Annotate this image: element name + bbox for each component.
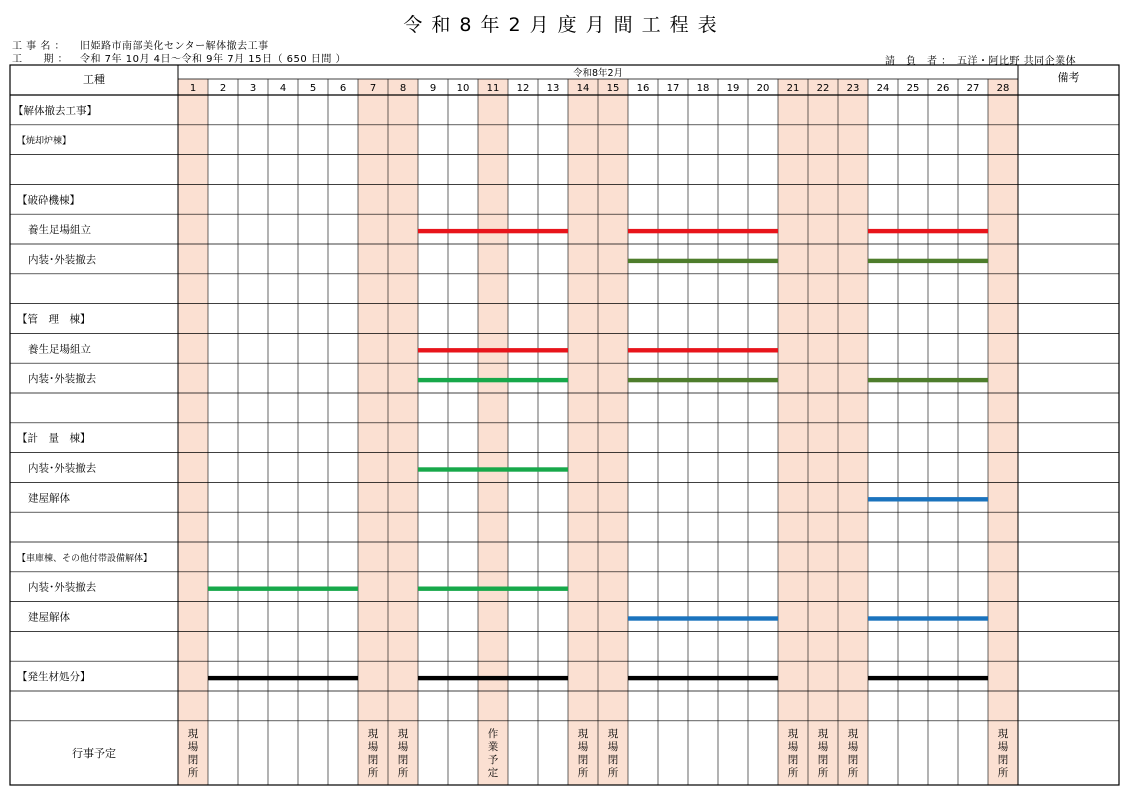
day-number: 12 bbox=[516, 83, 530, 94]
schedule-bar bbox=[208, 676, 358, 680]
schedule-bar bbox=[628, 616, 778, 620]
event-text: 所 bbox=[997, 766, 1009, 779]
event-text: 場 bbox=[187, 740, 199, 753]
closed-day-column bbox=[598, 79, 628, 785]
schedule-bar bbox=[418, 467, 568, 471]
schedule-bar bbox=[418, 676, 568, 680]
closed-day-column bbox=[778, 79, 808, 785]
row-label: 【焼却炉棟】 bbox=[17, 136, 72, 147]
row-label: 内装･外装撤去 bbox=[28, 462, 97, 475]
day-number: 7 bbox=[369, 83, 377, 94]
day-number: 13 bbox=[546, 83, 560, 94]
day-number: 8 bbox=[399, 83, 407, 94]
event-text: 現 bbox=[997, 727, 1009, 740]
event-text: 場 bbox=[847, 740, 859, 753]
day-number: 3 bbox=[249, 83, 257, 94]
row-label: 内装･外装撤去 bbox=[28, 373, 97, 386]
closed-day-column bbox=[988, 79, 1018, 785]
schedule-bar bbox=[868, 497, 988, 501]
day-number: 24 bbox=[876, 83, 890, 94]
event-text: 場 bbox=[997, 740, 1009, 753]
day-number: 15 bbox=[606, 83, 620, 94]
header-month: 令和8年2月 bbox=[572, 68, 624, 79]
event-text: 所 bbox=[847, 766, 859, 779]
closed-day-column bbox=[358, 79, 388, 785]
event-text: 所 bbox=[367, 766, 379, 779]
event-text: 現 bbox=[187, 727, 199, 740]
header-koushu: 工種 bbox=[83, 73, 105, 86]
schedule-bar bbox=[418, 348, 568, 352]
row-label: 【計 量 棟】 bbox=[17, 432, 91, 445]
period-label: 工 期 ： bbox=[12, 54, 69, 65]
schedule-bar bbox=[418, 378, 568, 382]
row-label: 建屋解体 bbox=[28, 492, 70, 505]
event-text: 場 bbox=[817, 740, 829, 753]
row-label: 【車庫棟、その他付帯設備解体】 bbox=[17, 553, 153, 564]
row-label: 養生足場組立 bbox=[28, 224, 91, 237]
closed-day-column bbox=[388, 79, 418, 785]
day-number: 20 bbox=[756, 83, 770, 94]
event-text: 作 bbox=[487, 727, 499, 740]
event-text: 閉 bbox=[817, 753, 829, 766]
schedule-bar bbox=[628, 378, 778, 382]
schedule-bar bbox=[628, 348, 778, 352]
closed-day-column bbox=[568, 79, 598, 785]
row-label: 【解体撤去工事】 bbox=[13, 104, 97, 117]
day-number: 19 bbox=[726, 83, 740, 94]
schedule-bar bbox=[628, 259, 778, 263]
contractor-value: 五洋・阿比野 共同企業体 bbox=[957, 56, 1077, 67]
page-title: 令和8年2月度月間工程表 bbox=[403, 14, 726, 36]
event-text: 閉 bbox=[187, 753, 199, 766]
row-label: 【管 理 棟】 bbox=[17, 313, 91, 326]
event-text: 業 bbox=[487, 740, 499, 753]
event-text: 場 bbox=[787, 740, 799, 753]
event-text: 所 bbox=[187, 766, 199, 779]
event-text: 所 bbox=[577, 766, 589, 779]
project-name: 旧姫路市南部美化センター解体撤去工事 bbox=[80, 41, 269, 52]
schedule-bar bbox=[418, 587, 568, 591]
day-number: 27 bbox=[966, 83, 980, 94]
event-text: 閉 bbox=[847, 753, 859, 766]
schedule-bar bbox=[868, 616, 988, 620]
day-number: 2 bbox=[219, 83, 227, 94]
event-text: 所 bbox=[787, 766, 799, 779]
schedule-bar bbox=[868, 259, 988, 263]
row-label: 養生足場組立 bbox=[28, 343, 91, 356]
event-text: 所 bbox=[607, 766, 619, 779]
event-text: 場 bbox=[577, 740, 589, 753]
row-label: 【破砕機棟】 bbox=[17, 194, 80, 207]
event-text: 閉 bbox=[607, 753, 619, 766]
day-number: 9 bbox=[429, 83, 437, 94]
period-value: 令和 7年 10月 4日～令和 9年 7月 15日（ 650 日間 ） bbox=[80, 54, 347, 65]
contractor-label: 請 負 者 ： bbox=[885, 56, 952, 67]
day-number: 10 bbox=[456, 83, 470, 94]
event-text: 現 bbox=[367, 727, 379, 740]
day-number: 17 bbox=[666, 83, 680, 94]
event-row-label: 行事予定 bbox=[72, 746, 116, 760]
event-text: 場 bbox=[367, 740, 379, 753]
event-text: 閉 bbox=[787, 753, 799, 766]
event-text: 現 bbox=[847, 727, 859, 740]
event-text: 所 bbox=[397, 766, 409, 779]
day-number: 18 bbox=[696, 83, 710, 94]
day-number: 22 bbox=[816, 83, 830, 94]
schedule-bar bbox=[868, 676, 988, 680]
event-text: 現 bbox=[607, 727, 619, 740]
day-number: 28 bbox=[996, 83, 1010, 94]
closed-day-column bbox=[838, 79, 868, 785]
event-text: 閉 bbox=[367, 753, 379, 766]
event-text: 現 bbox=[397, 727, 409, 740]
row-label: 内装･外装撤去 bbox=[28, 581, 97, 594]
day-number: 14 bbox=[576, 83, 590, 94]
header-biko: 備考 bbox=[1057, 71, 1080, 84]
schedule-bar bbox=[628, 229, 778, 233]
project-label: 工 事 名 ： bbox=[12, 41, 66, 52]
day-number: 4 bbox=[279, 83, 287, 94]
event-text: 現 bbox=[577, 727, 589, 740]
schedule-bar bbox=[628, 676, 778, 680]
row-label: 建屋解体 bbox=[28, 611, 70, 624]
event-text: 場 bbox=[607, 740, 619, 753]
closed-day-column bbox=[178, 79, 208, 785]
schedule-bar bbox=[868, 378, 988, 382]
closed-day-column bbox=[808, 79, 838, 785]
day-number: 1 bbox=[189, 83, 197, 94]
day-number: 11 bbox=[486, 83, 500, 94]
event-text: 現 bbox=[787, 727, 799, 740]
event-text: 予 bbox=[487, 753, 499, 766]
day-number: 25 bbox=[906, 83, 920, 94]
event-text: 閉 bbox=[577, 753, 589, 766]
event-text: 閉 bbox=[397, 753, 409, 766]
day-number: 16 bbox=[636, 83, 650, 94]
schedule-bar bbox=[208, 587, 358, 591]
schedule-bar bbox=[868, 229, 988, 233]
event-text: 閉 bbox=[997, 753, 1009, 766]
row-label: 内装･外装撤去 bbox=[28, 253, 97, 266]
day-number: 26 bbox=[936, 83, 950, 94]
day-number: 6 bbox=[339, 83, 347, 94]
day-number: 23 bbox=[846, 83, 860, 94]
day-number: 5 bbox=[309, 83, 317, 94]
event-text: 所 bbox=[817, 766, 829, 779]
event-text: 現 bbox=[817, 727, 829, 740]
event-text: 定 bbox=[487, 766, 499, 779]
event-text: 場 bbox=[397, 740, 409, 753]
row-label: 【発生材処分】 bbox=[17, 671, 91, 684]
schedule-bar bbox=[418, 229, 568, 233]
day-number: 21 bbox=[786, 83, 800, 94]
